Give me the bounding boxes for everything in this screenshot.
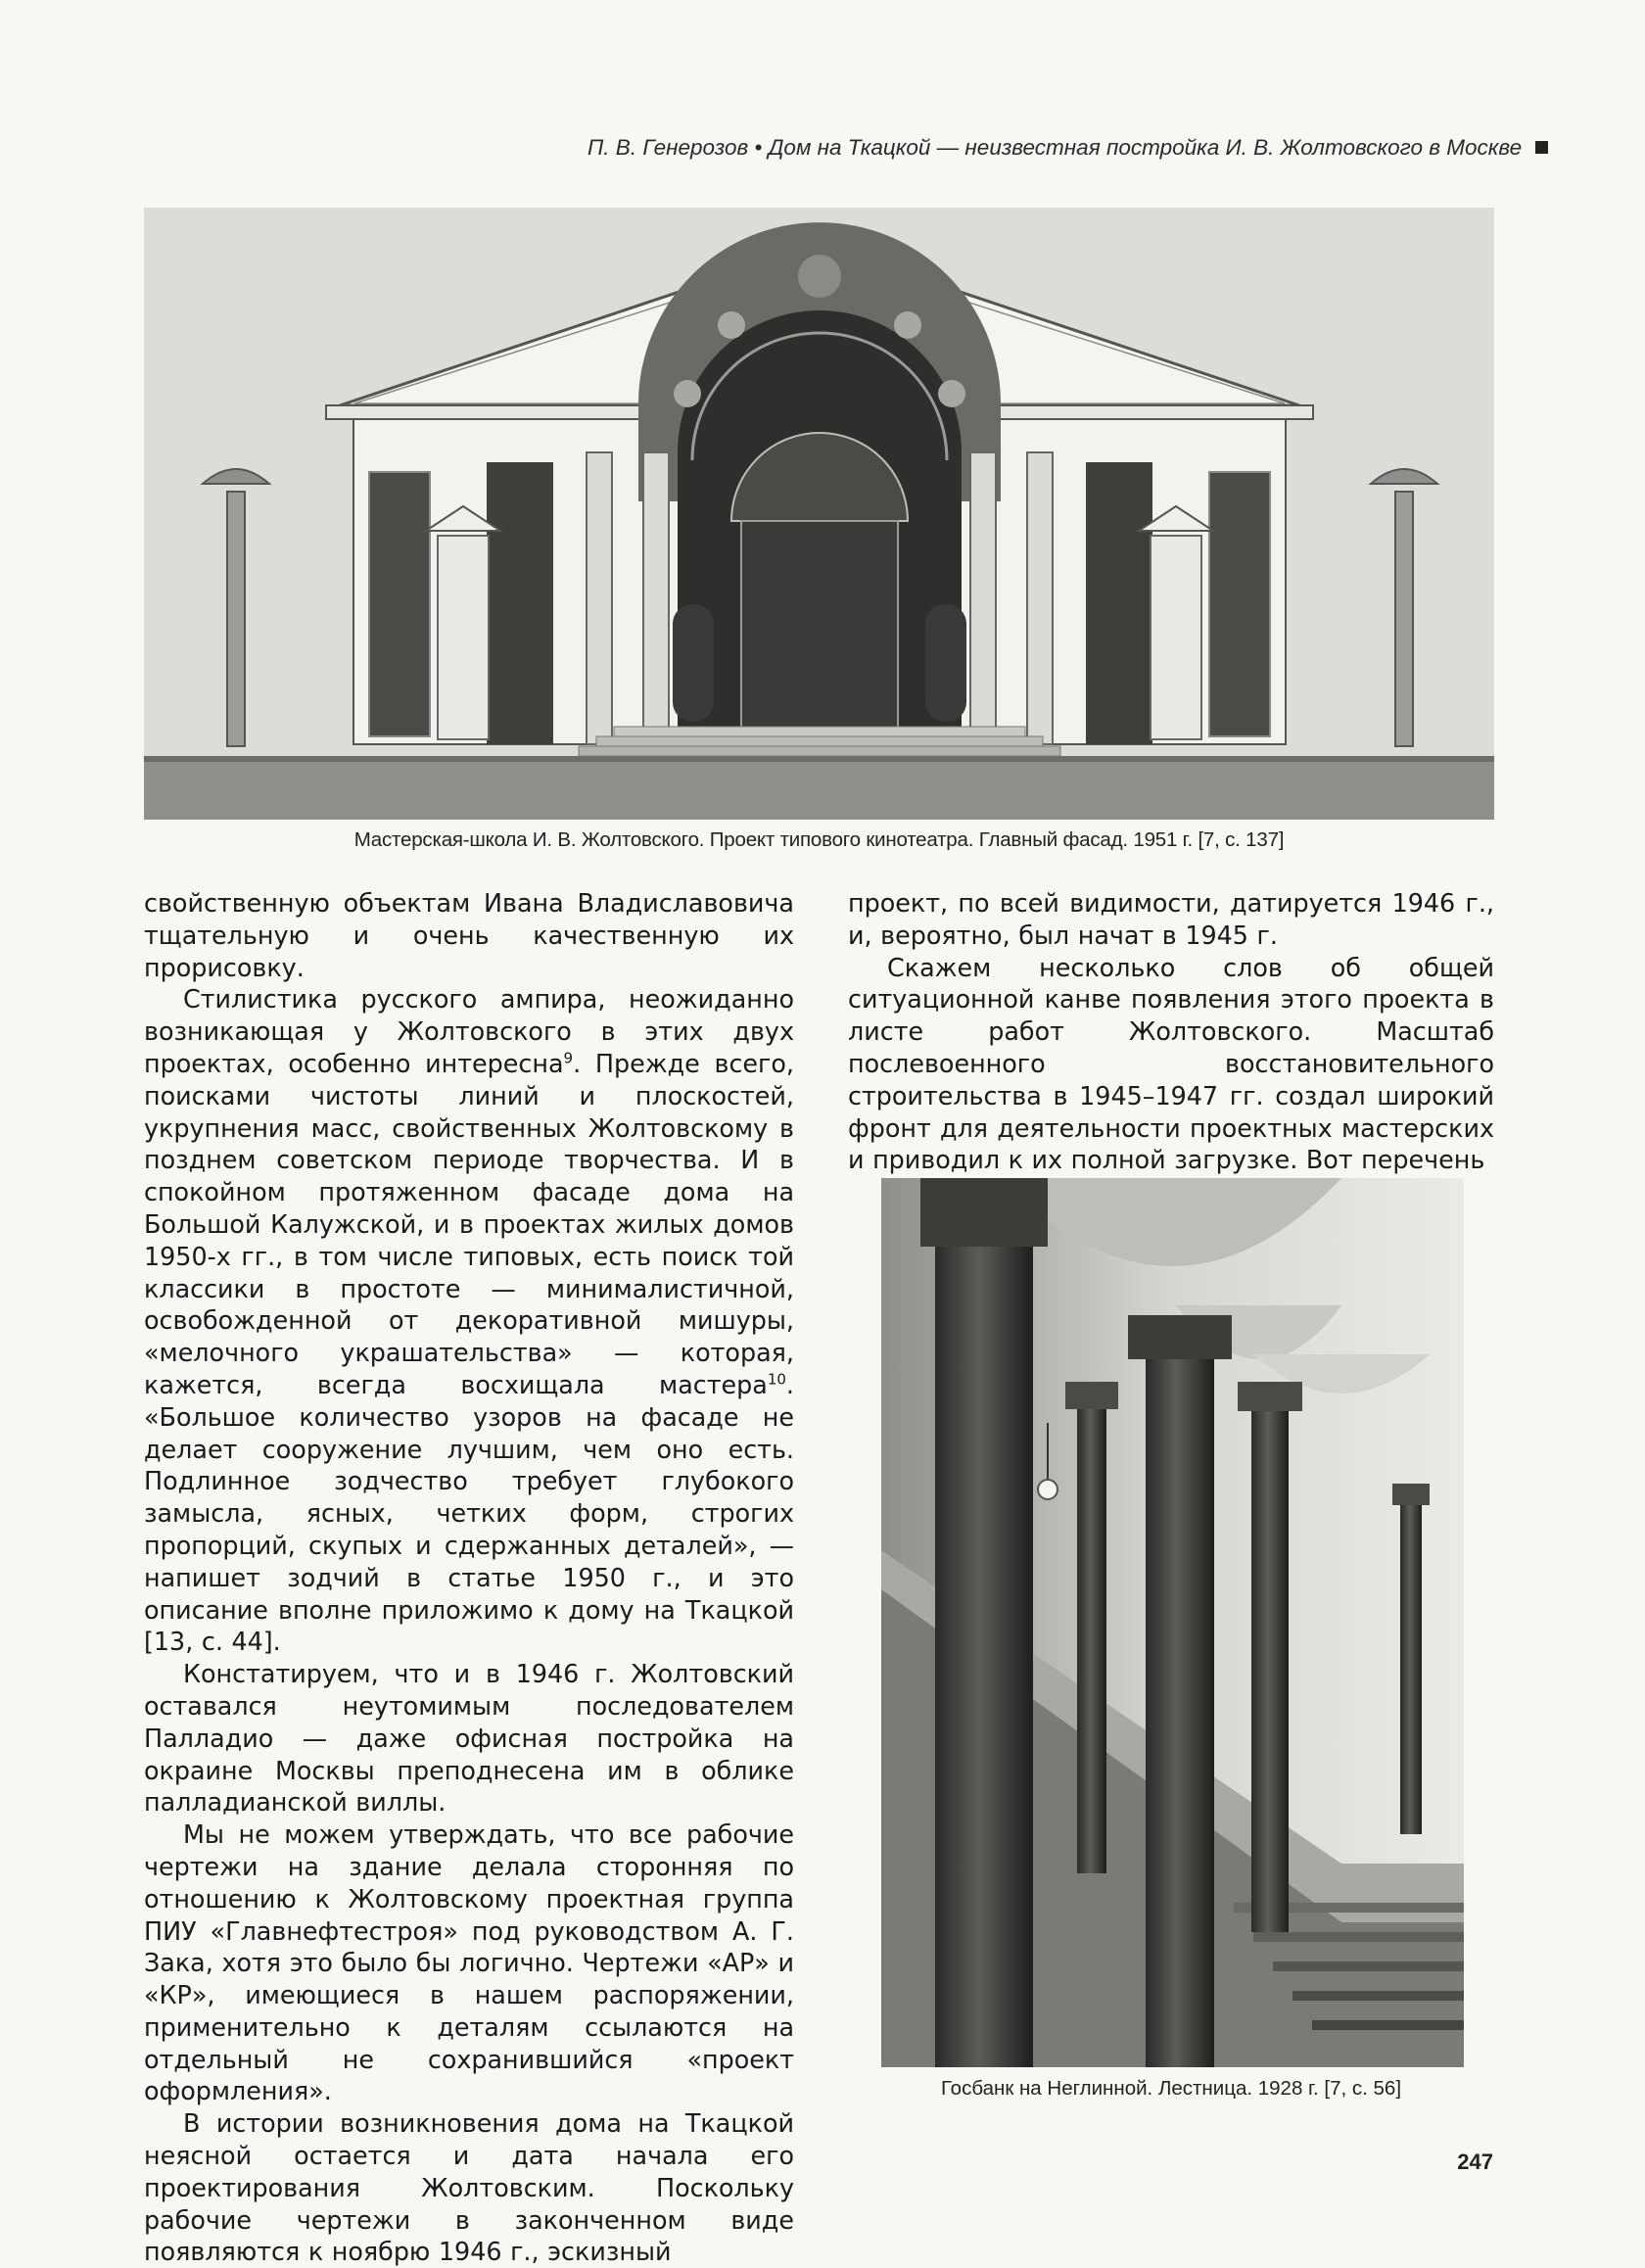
page-number: 247 — [1457, 2150, 1493, 2174]
footnote-ref: 10 — [767, 1370, 786, 1389]
paragraph: Мы не можем утверждать, что все рабочие чертежи на здание делала сторонняя по отношению к Жолтовскому проектная группа ПИУ «Главнефтестроя» под руководством А. Г. Зака, хотя это было бы логично. Чертежи «АР» и «КР», имеющиеся в нашем распоряжении, применительно к деталям ссылаются на отдельный не сохранившийся «проект оформления». — [144, 1819, 794, 2106]
paragraph-text: Стилистика русского ампира, неожиданно возникающая у Жолтовского в этих двух проектах, особенно интересна — [144, 984, 794, 1078]
paragraph-text: . «Большое количество узоров на фасаде не делает сооружение лучшим, чем оно есть. Подлинное зодчество требует глубокого замысла, ясных, четких форм, строгих пропорций, скупых и сдержанных деталей», — напишет зодчий в статье 1950 г., и это описание вполне приложимо к дому на Ткацкой [13, с. 44]. — [144, 1369, 794, 1657]
facade-drawing — [144, 208, 1494, 820]
staircase-photo — [881, 1178, 1464, 2067]
figure-cinema-facade — [144, 208, 1494, 820]
paragraph: проект, по всей видимости, датируется 1946 г., и, вероятно, был начат в 1945 г. — [848, 888, 1494, 950]
paragraph: свойственную объектам Ивана Владиславовича тщательную и очень качественную их прорисовку. — [144, 888, 794, 982]
paragraph: Констатируем, что и в 1946 г. Жолтовский оставался неутомимым последователем Палладио — даже офисная постройка на окраине Москвы преподнесена им в облике палладианской виллы. — [144, 1659, 794, 1818]
figure1-caption: Мастерская-школа И. В. Жолтовского. Проект типового кинотеатра. Главный фасад. 1951 г. [7, с. 137] — [353, 828, 1285, 851]
paragraph-text: . Прежде всего, поисками чистоты линий и плоскостей, укрупнения масс, свойственных Жолтовскому в позднем советском периоде творчества. И в спокойном протяженном фасаде дома на Большой Калужской, и в проектах жилых домов 1950-х гг., в том числе типовых, есть поиск той классики в простоте — минималистичной, освобожденной от декоративной мишуры, «мелочного украшательства» — которая, кажется, всегда восхищала мастера — [144, 1048, 794, 1399]
square-bullet-icon — [1535, 141, 1548, 154]
text-column-right — [848, 887, 1494, 1175]
running-head-text: П. В. Генерозов • Дом на Ткацкой — неизвестная постройка И. В. Жолтовского в Москве — [588, 135, 1523, 160]
paragraph — [144, 983, 794, 1658]
text-column-left — [144, 887, 794, 2267]
footnote-ref: 9 — [563, 1049, 574, 1067]
figure-staircase-photo — [881, 1178, 1464, 2067]
figure2-caption: Госбанк на Неглинной. Лестница. 1928 г. [7, с. 56] — [940, 2077, 1402, 2100]
paragraph: Скажем несколько слов об общей ситуационной канве появления этого проекта в листе работ Жолтовского. Масштаб послевоенного восстановительного строительства в 1945–1947 гг. создал широкий фронт для деятельности проектных мастерских и приводил к их полной загрузке. Вот перечень — [848, 952, 1494, 1175]
paragraph: В истории возникновения дома на Ткацкой неясной остается и дата начала его проектирования Жолтовским. Поскольку рабочие чертежи в законченном виде появляются к ноябрю 1946 г., эскизный — [144, 2108, 794, 2267]
running-head — [588, 135, 1523, 161]
